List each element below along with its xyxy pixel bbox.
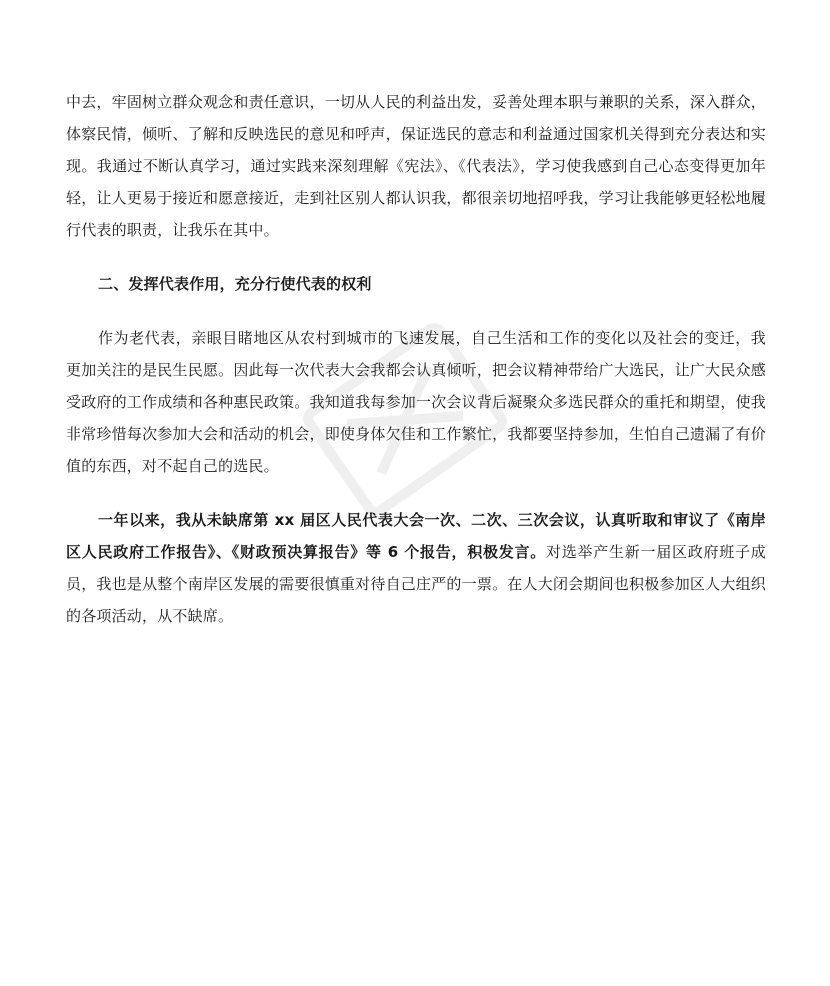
section-heading-2: 二、发挥代表作用，充分行使代表的权利 [98, 275, 372, 293]
body-paragraph-2: 作为老代表，亲眼目睹地区从农村到城市的飞速发展，自己生活和工作的变化以及社会的变迁，我更加关注的是民生民愿。因此每一次代表大会我都会认真倾听，把会议精神带给广大选民，让广大民众感受政府的工作成绩和各种惠民政策。我知道我每参加一次会议背后凝聚众多选民群众的重托和期望，使我非常珍惜每次参加大会和活动的机会，即使身体欠佳和工作繁忙，我都要坚持参加，生怕自己遗漏了有价值的东西，对不起自己的选民。 [66, 329, 766, 475]
document-body [66, 86, 766, 632]
body-paragraph-3-bold-text: 一年以来，我从未缺席第 xx 届区人民代表大会一次、二次、三次会议，认真听取和审议了《南岸区人民政府工作报告》、《财政预决算报告》等 6 个报告，积极发言。 [66, 511, 766, 561]
body-paragraph-1: 中去，牢固树立群众观念和责任意识，一切从人民的利益出发，妥善处理本职与兼职的关系，深入群众，体察民情，倾听、了解和反映选民的意见和呼声，保证选民的意志和利益通过国家机关得到充分表达和实现。我通过不断认真学习，通过实践来深刻理解《宪法》、《代表法》，学习使我感到自己心态变得更加年轻，让人更易于接近和愿意接近，走到社区别人都认识我，都很亲切地招呼我，学习让我能够更轻松地履行代表的职责，让我乐在其中。 [66, 93, 766, 239]
body-paragraph-3-regular-text: 对选举产生新一届区政府班子成员，我也是从整个南岸区发展的需要很慎重对待自己庄严的一票。在人大闭会期间也积极参加区人大组织的各项活动，从不缺席。 [66, 543, 766, 625]
body-paragraph-3 [66, 504, 766, 632]
